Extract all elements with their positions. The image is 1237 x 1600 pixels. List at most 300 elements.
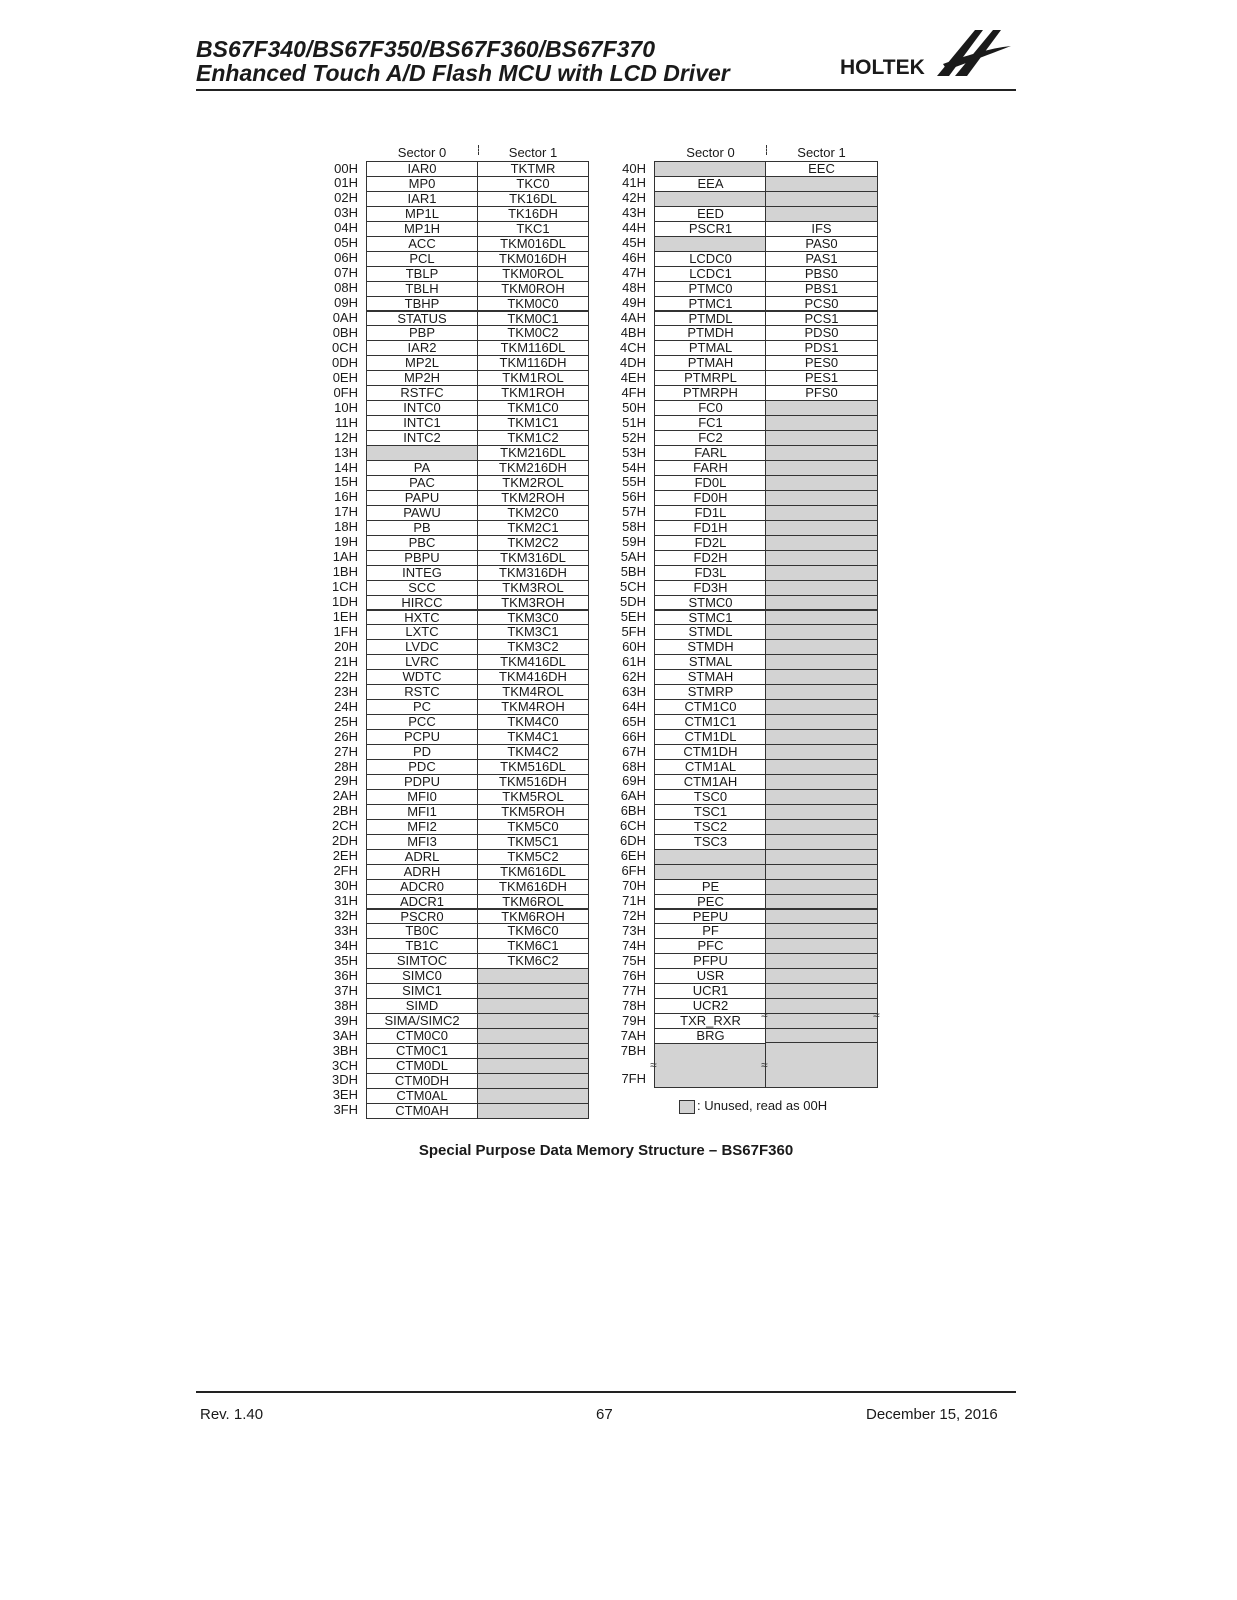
register-cell: INTC1 (366, 415, 478, 431)
address-label: 59H (622, 534, 646, 550)
register-cell (765, 624, 878, 640)
register-cell (765, 744, 878, 760)
register-cell: USR (654, 968, 767, 984)
register-cell: TKM216DH (477, 460, 589, 476)
address-label: 00H (334, 160, 358, 176)
address-label: 6BH (620, 803, 646, 819)
address-label: 72H (622, 908, 646, 923)
register-cell: PES1 (765, 370, 878, 386)
address-label: 7AH (620, 1027, 646, 1043)
register-cell (765, 550, 878, 566)
register-cell (765, 580, 878, 596)
register-cell (765, 669, 878, 685)
register-cell: TXR_RXR (654, 1013, 767, 1029)
address-label: 68H (622, 758, 646, 774)
register-cell: UCR1 (654, 983, 767, 999)
register-cell: TKM0C0 (477, 296, 589, 312)
register-cell: TKM5ROH (477, 804, 589, 820)
address-label: 7BH (620, 1042, 646, 1058)
register-cell: FC0 (654, 400, 767, 416)
address-label: 40H (622, 160, 646, 176)
register-cell: TKM6C1 (477, 938, 589, 954)
break-mark-icon: ≈ (761, 1058, 768, 1072)
address-label: 79H (622, 1012, 646, 1028)
right_table-header-divider (766, 145, 767, 155)
register-cell: PSCR1 (654, 221, 767, 237)
address-label: 22H (334, 668, 358, 684)
register-cell (765, 909, 878, 925)
register-cell (765, 804, 878, 820)
register-cell (765, 460, 878, 476)
register-cell: TKM4C1 (477, 729, 589, 745)
address-label: 1BH (332, 564, 358, 580)
address-label: 12H (334, 429, 358, 445)
register-cell: PB (366, 520, 478, 536)
register-cell: TKM6ROL (477, 894, 589, 910)
register-cell: TKM0C2 (477, 325, 589, 341)
address-label: 16H (334, 489, 358, 505)
register-cell: PEPU (654, 909, 767, 925)
register-cell (765, 206, 878, 222)
register-cell (477, 968, 589, 984)
address-label: 35H (334, 952, 358, 968)
address-label: 53H (622, 444, 646, 460)
register-cell: MP0 (366, 176, 478, 192)
register-cell: PFC (654, 938, 767, 954)
register-cell (765, 983, 878, 999)
address-label: 01H (334, 175, 358, 191)
register-cell (765, 654, 878, 670)
left_table-sector1-header: Sector 1 (508, 145, 558, 160)
register-cell: STMRP (654, 684, 767, 700)
address-label: 09H (334, 295, 358, 311)
address-label: 5BH (620, 564, 646, 580)
register-cell: INTC2 (366, 430, 478, 446)
register-cell (765, 894, 878, 910)
register-cell (477, 1013, 589, 1029)
register-cell: WDTC (366, 669, 478, 685)
register-cell: PCS1 (765, 311, 878, 327)
address-label: 2FH (333, 863, 358, 879)
register-cell (477, 1058, 589, 1074)
register-cell: TKM116DH (477, 355, 589, 371)
register-cell (765, 714, 878, 730)
register-cell: TKM2C1 (477, 520, 589, 536)
register-cell (366, 445, 478, 461)
register-cell: TKM3C0 (477, 610, 589, 626)
register-cell: PA (366, 460, 478, 476)
address-label: 57H (622, 504, 646, 520)
register-cell (765, 968, 878, 984)
address-label: 71H (622, 893, 646, 909)
address-label: 4BH (620, 324, 646, 340)
footer-date: December 15, 2016 (866, 1406, 998, 1423)
address-label: 0EH (332, 369, 358, 385)
register-cell: TKC1 (477, 221, 589, 237)
address-label: 0AH (332, 310, 358, 325)
register-cell: TKM516DL (477, 759, 589, 775)
address-label: 66H (622, 728, 646, 744)
address-label: 0CH (331, 339, 358, 355)
address-label: 6CH (619, 818, 646, 834)
register-cell: TKM4ROH (477, 699, 589, 715)
register-cell (765, 430, 878, 446)
register-cell: PBPU (366, 550, 478, 566)
register-cell: FD3L (654, 565, 767, 581)
address-label: 49H (622, 295, 646, 311)
address-label: 39H (334, 1012, 358, 1028)
address-label: 3EH (332, 1087, 358, 1103)
address-label: 65H (622, 713, 646, 729)
register-cell: SIMC0 (366, 968, 478, 984)
legend-text: : Unused, read as 00H (697, 1098, 828, 1113)
register-cell: CTM1DL (654, 729, 767, 745)
address-label: 30H (334, 878, 358, 894)
register-cell: PTMAL (654, 340, 767, 356)
address-label: 14H (334, 459, 358, 475)
register-cell: PBP (366, 325, 478, 341)
address-label: 61H (622, 653, 646, 669)
address-label: 67H (622, 743, 646, 759)
register-cell: CTM0C0 (366, 1028, 478, 1044)
address-label: 51H (622, 414, 646, 430)
address-label: 4CH (619, 339, 646, 355)
break-mark-icon: ≈ (873, 1008, 880, 1022)
register-cell (765, 819, 878, 835)
register-cell: MFI1 (366, 804, 478, 820)
register-cell: MP2H (366, 370, 478, 386)
address-label: 73H (622, 922, 646, 938)
register-cell: ADRL (366, 849, 478, 865)
register-cell: TKM416DH (477, 669, 589, 685)
address-label: 10H (334, 399, 358, 415)
left_table-header-divider (478, 145, 479, 155)
break-mark-icon: ≈ (650, 1058, 657, 1072)
left_table-sector0-header: Sector 0 (397, 145, 447, 160)
register-cell: TKM616DL (477, 864, 589, 880)
right_table-sector0-header: Sector 0 (686, 145, 735, 160)
address-label: 76H (622, 967, 646, 983)
register-cell: CTM0AH (366, 1103, 478, 1119)
register-cell: CTM1AL (654, 759, 767, 775)
address-label: 4FH (621, 384, 646, 400)
address-label: 3AH (332, 1027, 358, 1043)
register-cell (765, 789, 878, 805)
address-label: 0FH (333, 384, 358, 400)
register-cell: TSC3 (654, 834, 767, 850)
register-cell: TKM116DL (477, 340, 589, 356)
header-title-line2: Enhanced Touch A/D Flash MCU with LCD Driver (196, 60, 730, 86)
address-label: 34H (334, 937, 358, 953)
address-label: 60H (622, 638, 646, 654)
register-cell: TK16DH (477, 206, 589, 222)
register-cell: LXTC (366, 624, 478, 640)
register-cell: TBLH (366, 281, 478, 297)
address-label: 07H (334, 265, 358, 281)
register-cell (765, 610, 878, 626)
legend (679, 1099, 827, 1114)
address-label: 1CH (331, 579, 358, 595)
address-label: 64H (622, 698, 646, 714)
register-cell: STMAH (654, 669, 767, 685)
register-cell: TKM2ROL (477, 475, 589, 491)
register-cell (477, 1043, 589, 1059)
register-cell (765, 729, 878, 745)
register-cell: PCL (366, 251, 478, 267)
register-cell: INTEG (366, 565, 478, 581)
register-cell: STATUS (366, 311, 478, 327)
register-cell: TKM3ROH (477, 595, 589, 611)
address-label: 37H (334, 982, 358, 998)
address-label: 5CH (619, 579, 646, 595)
right_table-sector1-header: Sector 1 (797, 145, 846, 160)
address-label: 63H (622, 683, 646, 699)
register-cell: TKM1ROH (477, 385, 589, 401)
register-cell: EEC (765, 161, 878, 177)
register-cell (765, 490, 878, 506)
register-cell: PTMRPL (654, 370, 767, 386)
address-label: 1EH (332, 609, 358, 624)
register-cell: BRG (654, 1028, 767, 1044)
register-cell: MFI0 (366, 789, 478, 805)
register-cell: PFPU (654, 953, 767, 969)
register-cell: PF (654, 923, 767, 939)
register-cell (765, 415, 878, 431)
address-label: 15H (334, 474, 358, 490)
register-cell: TB0C (366, 923, 478, 939)
header-title-line1: BS67F340/BS67F350/BS67F360/BS67F370 (196, 36, 656, 62)
register-cell (765, 595, 878, 611)
register-cell (654, 864, 767, 880)
register-cell: TKM1C2 (477, 430, 589, 446)
register-cell: PDS0 (765, 325, 878, 341)
register-cell (477, 1028, 589, 1044)
address-label: 28H (334, 758, 358, 774)
address-label: 1AH (332, 549, 358, 565)
register-cell (765, 445, 878, 461)
register-cell (765, 475, 878, 491)
register-cell (765, 520, 878, 536)
register-cell: TKM316DH (477, 565, 589, 581)
address-label: 2EH (332, 848, 358, 864)
address-label: 44H (622, 220, 646, 236)
register-cell (765, 400, 878, 416)
register-cell (765, 864, 878, 880)
address-label: 46H (622, 250, 646, 266)
address-label: 6AH (620, 788, 646, 804)
register-cell: PEC (654, 894, 767, 910)
address-label: 2BH (332, 803, 358, 819)
register-cell: TKM4C2 (477, 744, 589, 760)
address-label: 50H (622, 399, 646, 415)
register-cell (765, 923, 878, 939)
register-cell: SIMA/SIMC2 (366, 1013, 478, 1029)
address-label: 05H (334, 235, 358, 251)
register-cell: TKM416DL (477, 654, 589, 670)
register-cell: SCC (366, 580, 478, 596)
register-cell: TKM616DH (477, 879, 589, 895)
address-label: 62H (622, 668, 646, 684)
register-cell: TKM0ROL (477, 266, 589, 282)
address-label: 43H (622, 205, 646, 221)
register-cell (477, 998, 589, 1014)
register-cell: TKM0ROH (477, 281, 589, 297)
address-label: 52H (622, 429, 646, 445)
register-cell: PDS1 (765, 340, 878, 356)
register-cell: PTMRPH (654, 385, 767, 401)
unused-block-sector1 (765, 1042, 878, 1088)
address-label: 55H (622, 474, 646, 490)
register-cell: TKM316DL (477, 550, 589, 566)
address-label: 17H (334, 504, 358, 520)
register-cell: TBHP (366, 296, 478, 312)
address-label: 20H (334, 638, 358, 654)
register-cell: IFS (765, 221, 878, 237)
register-cell: PTMC0 (654, 281, 767, 297)
address-label: 3CH (331, 1057, 358, 1073)
address-label: 45H (622, 235, 646, 251)
address-label: 70H (622, 878, 646, 894)
address-label: 75H (622, 952, 646, 968)
register-cell: HXTC (366, 610, 478, 626)
register-cell: TKC0 (477, 176, 589, 192)
register-cell: PTMDL (654, 311, 767, 327)
address-label: 2AH (332, 788, 358, 804)
address-label: 56H (622, 489, 646, 505)
register-cell: TKM4ROL (477, 684, 589, 700)
register-cell (765, 535, 878, 551)
address-label: 58H (622, 519, 646, 535)
register-cell: PBS1 (765, 281, 878, 297)
address-label: 36H (334, 967, 358, 983)
register-cell: PAWU (366, 505, 478, 521)
address-label: 33H (334, 922, 358, 938)
register-cell: TKM3ROL (477, 580, 589, 596)
register-cell: STMDH (654, 639, 767, 655)
register-cell: PAS1 (765, 251, 878, 267)
register-cell: CTM1DH (654, 744, 767, 760)
break-mark-icon: ≈ (761, 1008, 768, 1022)
address-label: 1FH (333, 623, 358, 639)
register-cell: FARH (654, 460, 767, 476)
register-cell: PAC (366, 475, 478, 491)
register-cell (765, 759, 878, 775)
address-label: 26H (334, 728, 358, 744)
register-cell: TKM516DH (477, 774, 589, 790)
register-cell: PFS0 (765, 385, 878, 401)
register-cell: TKM6C2 (477, 953, 589, 969)
register-cell: PCPU (366, 729, 478, 745)
register-cell: CTM1AH (654, 774, 767, 790)
register-cell: RSTC (366, 684, 478, 700)
footer-revision: Rev. 1.40 (200, 1406, 264, 1423)
register-cell: PC (366, 699, 478, 715)
register-cell: STMC1 (654, 610, 767, 626)
register-cell: CTM0DH (366, 1073, 478, 1089)
register-cell: SIMTOC (366, 953, 478, 969)
register-cell: PAPU (366, 490, 478, 506)
address-label: 5DH (619, 594, 646, 610)
register-cell: MFI3 (366, 834, 478, 850)
register-cell: TKM0C1 (477, 311, 589, 327)
register-cell: MFI2 (366, 819, 478, 835)
address-label: 18H (334, 519, 358, 535)
register-cell: TKM1ROL (477, 370, 589, 386)
register-cell: FD3H (654, 580, 767, 596)
register-cell: LCDC1 (654, 266, 767, 282)
address-label: 31H (334, 893, 358, 909)
register-cell: TBLP (366, 266, 478, 282)
register-cell: EEA (654, 176, 767, 192)
register-cell: SIMD (366, 998, 478, 1014)
address-label: 21H (334, 653, 358, 669)
address-label: 11H (335, 414, 358, 430)
address-label: 0DH (331, 354, 358, 370)
address-label: 1DH (331, 594, 358, 610)
register-cell: PTMDH (654, 325, 767, 341)
address-label: 74H (622, 937, 646, 953)
logo-text: HOLTEK (840, 56, 925, 79)
footer-page-number: 67 (596, 1406, 613, 1423)
register-cell: TKM2C0 (477, 505, 589, 521)
register-cell (654, 161, 767, 177)
register-cell: MP2L (366, 355, 478, 371)
register-cell: TKM1C0 (477, 400, 589, 416)
register-cell: TKM1C1 (477, 415, 589, 431)
register-cell: PSCR0 (366, 909, 478, 925)
address-label: 3FH (333, 1102, 358, 1118)
address-label: 2DH (331, 833, 358, 849)
register-cell: CTM0DL (366, 1058, 478, 1074)
register-cell: EED (654, 206, 767, 222)
register-cell: IAR1 (366, 191, 478, 207)
address-label: 7FH (621, 1071, 646, 1086)
register-cell: IAR0 (366, 161, 478, 177)
address-label: 78H (622, 997, 646, 1013)
register-cell: PDPU (366, 774, 478, 790)
register-cell: TSC2 (654, 819, 767, 835)
register-cell: UCR2 (654, 998, 767, 1014)
register-cell: TKM5C0 (477, 819, 589, 835)
register-cell: MP1L (366, 206, 478, 222)
register-cell: TKM3C1 (477, 624, 589, 640)
address-label: 04H (334, 220, 358, 236)
address-label: 41H (622, 175, 646, 191)
register-cell (477, 983, 589, 999)
register-cell: ADCR1 (366, 894, 478, 910)
register-cell: TSC0 (654, 789, 767, 805)
register-cell: FARL (654, 445, 767, 461)
register-cell: PE (654, 879, 767, 895)
register-cell: CTM1C0 (654, 699, 767, 715)
address-label: 47H (622, 265, 646, 281)
logo-wings-icon (935, 26, 1015, 84)
address-label: 32H (334, 908, 358, 923)
address-label: 4AH (620, 310, 646, 325)
header-rule (196, 89, 1016, 91)
register-cell (765, 879, 878, 895)
register-cell: FD0L (654, 475, 767, 491)
register-cell: CTM1C1 (654, 714, 767, 730)
register-cell (654, 191, 767, 207)
register-cell: CTM0C1 (366, 1043, 478, 1059)
footer-rule (196, 1391, 1016, 1393)
address-label: 2CH (331, 818, 358, 834)
register-cell: PTMC1 (654, 296, 767, 312)
register-cell: PBS0 (765, 266, 878, 282)
register-cell (765, 639, 878, 655)
address-label: 02H (334, 190, 358, 206)
